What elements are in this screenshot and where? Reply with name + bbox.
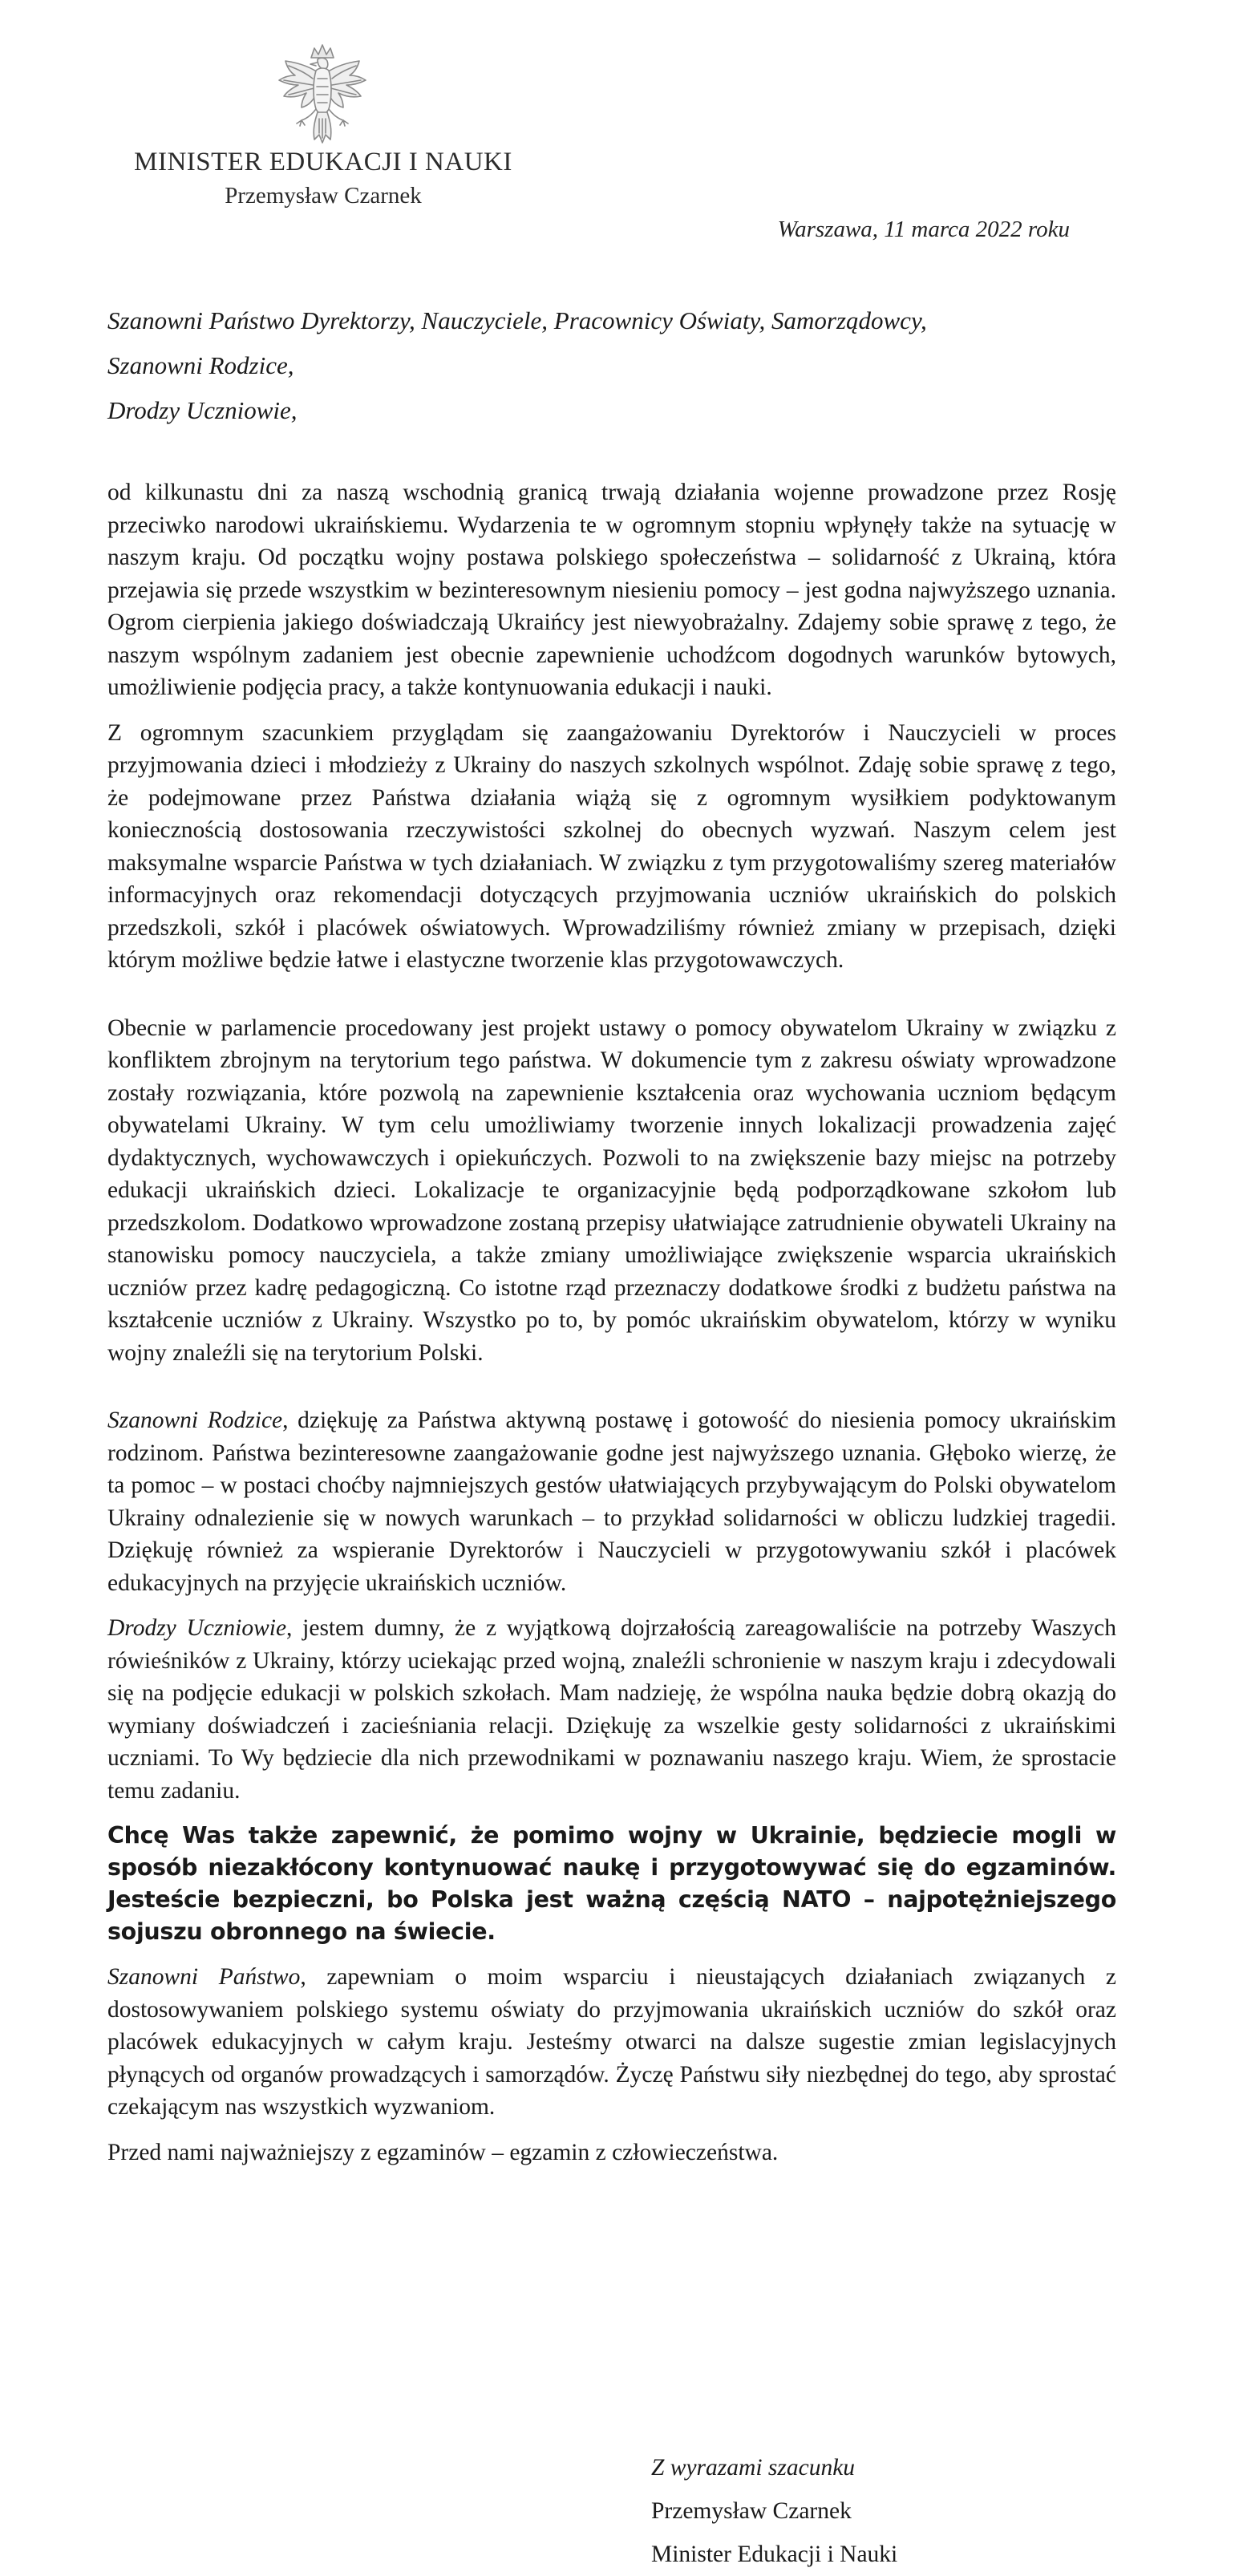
- letter-date: Warszawa, 11 marca 2022 roku: [777, 217, 1070, 242]
- paragraph-students-text: , jestem dumny, że z wyjątkową dojrzałością zareagowaliście na potrzeby Waszych rówieśników z Ukrainy, którzy uciekając przed wojną, znaleźli schronienie w naszym kraju i zdecydowali się na podjęcie edukacji w polskich szkołach. Mam nadzieję, że wspólna nauka będzie dobrą okazją do wymiany doświadczeń i zacieśniania relacji. Dziękuję za wszelkie gesty solidarności z ukraińskimi uczniami. To Wy będziecie dla nich przewodnikami w poznawaniu naszego kraju. Wiem, że sprostacie temu zadaniu.: [107, 1615, 1116, 1804]
- paragraph-parents-lead: Szanowni Rodzice: [107, 1407, 283, 1433]
- salutation-parents: Szanowni Rodzice,: [107, 351, 294, 379]
- paragraph-support-lead: Szanowni Państwo: [107, 1964, 301, 1990]
- salutations: [107, 298, 1118, 433]
- salutation-staff: Szanowni Państwo Dyrektorzy, Nauczyciele, Pracownicy Oświaty, Samorządowcy,: [107, 306, 927, 334]
- paragraph-teachers: Z ogromnym szacunkiem przyglądam się zaangażowaniu Dyrektorów i Nauczycieli w proces przyjmowania dzieci i młodzieży z Ukrainy do naszych szkolnych wspólnot. Zdaję sobie sprawę z tego, że podejmowane przez Państwa działania wiążą się z ogromnym wysiłkiem podyktowanym koniecznością dostosowania rzeczywistości szkolnej do obecnych wyzwań. Naszym celem jest maksymalne wsparcie Państwa w tych działaniach. W związku z tym przygotowaliśmy szereg materiałów informacyjnych oraz rekomendacji dotyczących przyjmowania uczniów ukraińskich do polskich przedszkoli, szkół i placówek oświatowych. Wprowadziliśmy również zmiany w przepisach, dzięki którym możliwe będzie łatwe i elastyczne tworzenie klas przygotowawczych.: [107, 719, 1116, 973]
- paragraph-humanity-exam: Przed nami najważniejszy z egzaminów – egzamin z człowieczeństwa.: [107, 2139, 779, 2165]
- paragraph-legislation: Obecnie w parlamencie procedowany jest projekt ustawy o pomocy obywatelom Ukrainy w związku z konfliktem zbrojnym na terytorium tego państwa. W dokumencie tym z zakresu oświaty wprowadzone zostały rozwiązania, które pozwolą na zapewnienie kształcenia oraz wychowania uczniom będącym obywatelami Ukrainy. W tym celu umożliwiamy tworzenie innych lokalizacji prowadzenia zajęć dydaktycznych, wychowawczych i opiekuńczych. Pozwoli to na zwiększenie bazy miejsc na potrzeby edukacji ukraińskich dzieci. Lokalizacje te organizacyjnie będą podporządkowane szkołom lub przedszkolom. Dodatkowo wprowadzone zostaną przepisy ułatwiające zatrudnienie obywateli Ukrainy na stanowisku pomocy nauczyciela, a także zmiany umożliwiające zwiększenie wsparcia ukraińskich uczniów przez kadrę pedagogiczną. Co istotne rząd przeznaczy dodatkowe środki z budżetu państwa na kształcenie uczniów z Ukrainy. Wszystko po to, by pomóc ukraińskim obywatelom, którzy w wyniku wojny znaleźli się na terytorium Polski.: [107, 1015, 1116, 1366]
- paragraph-parents-text: , dziękuję za Państwa aktywną postawę i gotowość do niesienia pomocy ukraińskim rodzinom. Państwa bezinteresowne zaangażowanie godne jest najwyższego uznania. Głęboko wierzę, że ta pomoc – w postaci choćby najmniejszych gestów ułatwiających przybywającym do Polski obywatelom Ukrainy odnalezienie się w nowych warunkach – to przykład solidarności w obliczu ludzkiej tragedii. Dziękuję również za wspieranie Dyrektorów i Nauczycieli w przygotowywaniu szkół i placówek edukacyjnych na przyjęcie ukraińskich uczniów.: [107, 1407, 1116, 1596]
- minister-name: Przemysław Czarnek: [225, 183, 422, 209]
- paragraph-safety-statement: Chcę Was także zapewnić, że pomimo wojny w Ukrainie, będziecie mogli w sposób niezakłócony kontynuować naukę i przygotowywać się do egzaminów. Jesteście bezpieczni, bo Polska jest ważną częścią NATO – najpotężniejszego sojuszu obronnego na świecie.: [107, 1822, 1116, 1945]
- letter-body: [107, 476, 1116, 2169]
- paragraph-students: [107, 1612, 1116, 1807]
- signatory-name: Przemysław Czarnek: [651, 2498, 852, 2524]
- paragraph-support: [107, 1961, 1116, 2124]
- minister-title: MINISTER EDUKACJI I NAUKI: [134, 148, 512, 176]
- signatory-role: Minister Edukacji i Nauki: [651, 2542, 898, 2567]
- paragraph-war-situation: od kilkunastu dni za naszą wschodnią granicą trwają działania wojenne prowadzone przez Rosję przeciwko narodowi ukraińskiemu. Wydarzenia te w ogromnym stopniu wpłynęły także na sytuację w naszym kraju. Od początku wojny postawa polskiego społeczeństwa – solidarność z Ukrainą, która przejawia się przede wszystkim w bezinteresownym niesieniu pomocy – jest godna najwyższego uznania. Ogrom cierpienia jakiego doświadczają Ukraińcy jest niewyobrażalny. Zdajemy sobie sprawę z tego, że naszym wspólnym zadaniem jest obecnie zapewnienie uchodźcom dogodnych warunków bytowych, umożliwienie podjęcia pracy, a także kontynuowania edukacji i nauki.: [107, 480, 1116, 700]
- paragraph-students-lead: Drodzy Uczniowie: [107, 1615, 287, 1641]
- letter-closing: [651, 2446, 897, 2576]
- paragraph-support-text: , zapewniam o moim wsparciu i nieustających działaniach związanych z dostosowywaniem polskiego systemu oświaty do przyjmowania ukraińskich uczniów do szkół oraz placówek edukacyjnych w całym kraju. Jesteśmy otwarci na dalsze sugestie zmian legislacyjnych płynących od organów prowadzących i samorządów. Życzę Państwu siły niezbędnej do tego, aby sprostać czekającym nas wszystkich wyzwaniom.: [107, 1964, 1116, 2120]
- salutation-students: Drodzy Uczniowie,: [107, 396, 298, 424]
- polish-white-eagle-icon: [273, 42, 372, 148]
- paragraph-parents: [107, 1404, 1116, 1599]
- closing-regards: Z wyrazami szacunku: [651, 2455, 856, 2481]
